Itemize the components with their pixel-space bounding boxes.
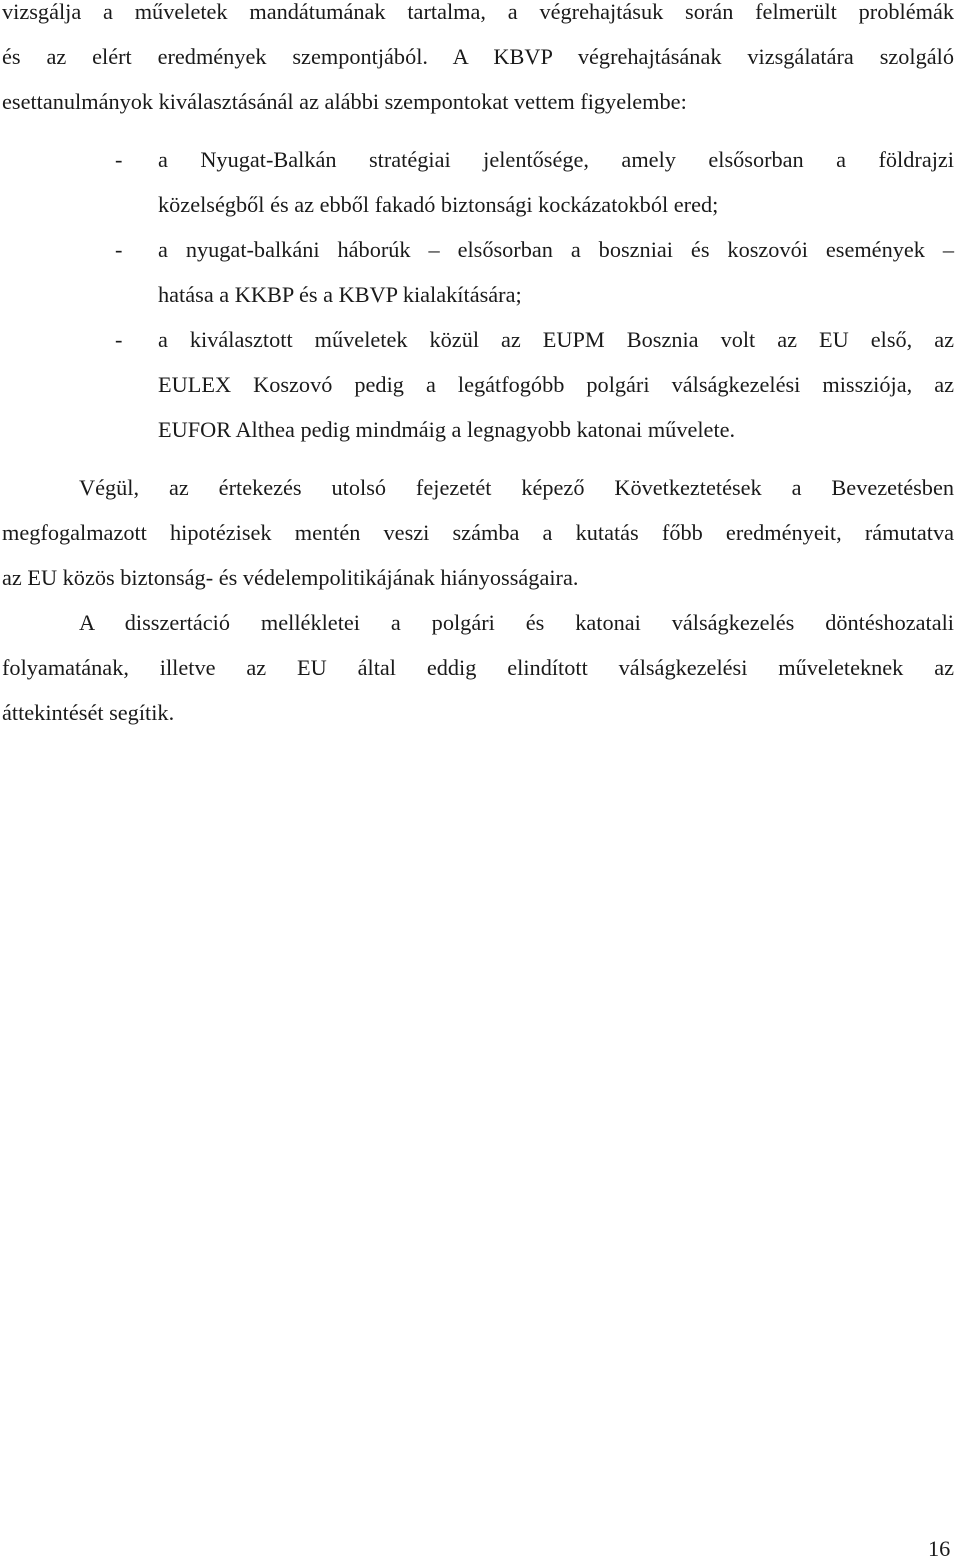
- list-item-3-line-1: a kiválasztott műveletek közül az EUPM Bosznia volt az EU első, az: [158, 327, 954, 352]
- appendix-line-3: áttekintését segítik.: [2, 700, 175, 725]
- intro-line-3: esettanulmányok kiválasztásánál az alábbi szempontokat vettem figyelembe:: [2, 89, 687, 114]
- appendix-line-2: folyamatának, illetve az EU által eddig elindított válságkezelési műveleteknek az: [2, 655, 954, 680]
- list-item-1-line-1: a Nyugat-Balkán stratégiai jelentősége, amely elsősorban a földrajzi: [158, 147, 954, 172]
- list-item-3-line-3: EUFOR Althea pedig mindmáig a legnagyobb katonai művelete.: [158, 417, 736, 442]
- intro-line-2: és az elért eredmények szempontjából. A KBVP végrehajtásának vizsgálatára szolgáló: [2, 44, 954, 69]
- list-item-3-line-2: EULEX Koszovó pedig a legátfogóbb polgári válságkezelési missziója, az: [158, 372, 954, 397]
- page-number: 16: [928, 1536, 951, 1561]
- conclusion-line-1: Végül, az értekezés utolsó fejezetét képező Következtetések a Bevezetésben: [79, 475, 954, 500]
- list-bullet: -: [115, 147, 123, 172]
- appendix-line-1: A disszertáció mellékletei a polgári és katonai válságkezelés döntéshozatali: [79, 610, 954, 635]
- list-bullet: -: [115, 237, 123, 262]
- list-item-1-line-2: közelségből és az ebből fakadó biztonsági kockázatokból ered;: [158, 192, 719, 217]
- list-item-2-line-2: hatása a KKBP és a KBVP kialakítására;: [158, 282, 522, 307]
- list-bullet: -: [115, 327, 123, 352]
- list-item-2-line-1: a nyugat-balkáni háborúk – elsősorban a boszniai és koszovói események –: [158, 237, 954, 262]
- conclusion-line-2: megfogalmazott hipotézisek mentén veszi számba a kutatás főbb eredményeit, rámutatva: [2, 520, 954, 545]
- intro-line-1: vizsgálja a műveletek mandátumának tartalma, a végrehajtásuk során felmerült problémák: [2, 0, 954, 24]
- conclusion-line-3: az EU közös biztonság- és védelempolitikájának hiányosságaira.: [2, 565, 579, 590]
